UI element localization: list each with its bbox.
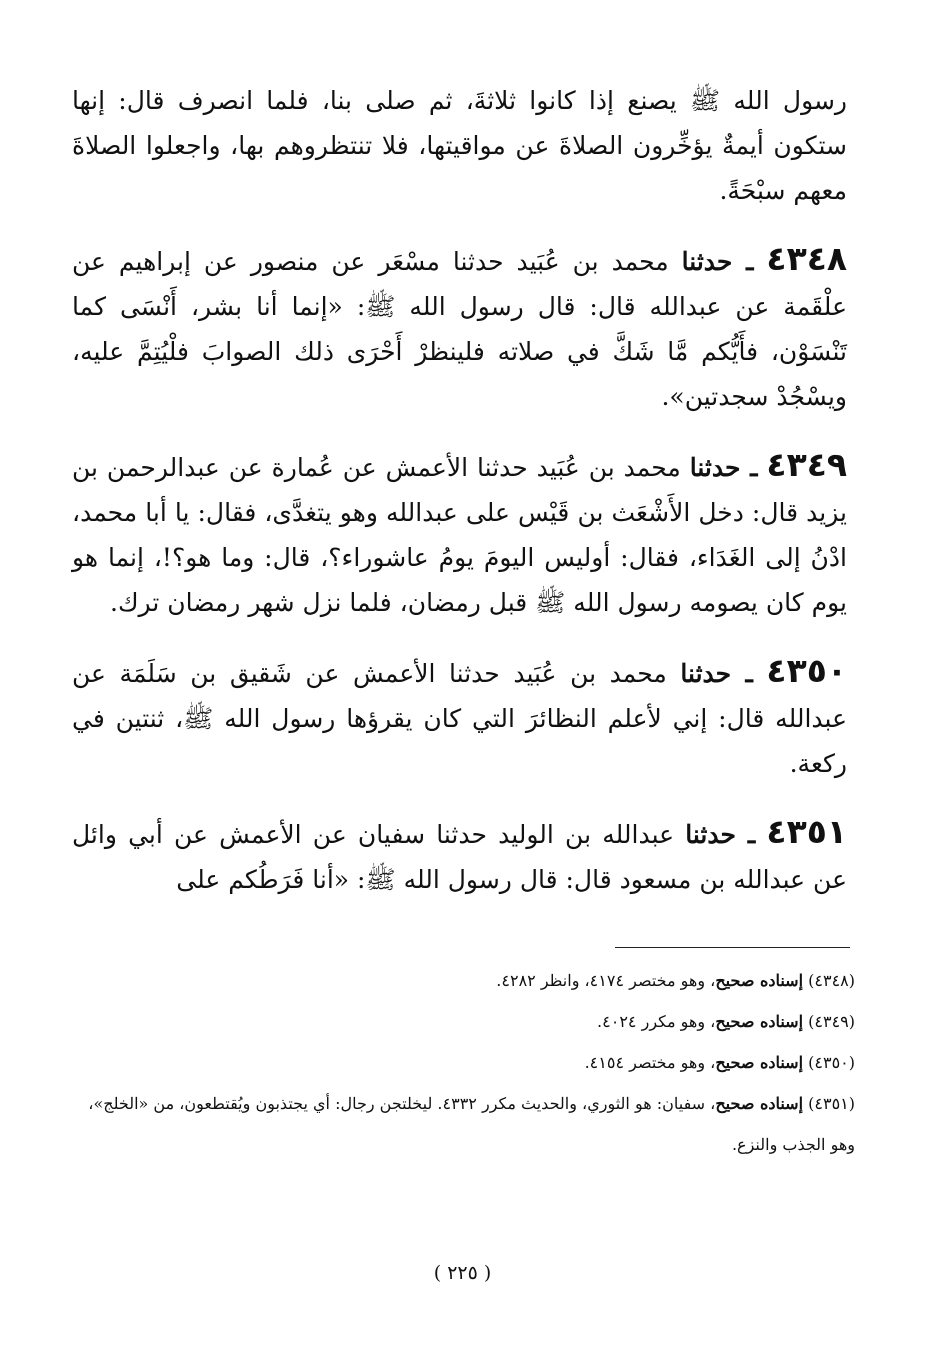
hadith-4348 — [72, 236, 847, 419]
footnote-text: ، وهو مختصر ٤١٧٤، وانظر ٤٢٨٢. — [496, 971, 716, 990]
footnote-label: إسناده صحيح — [715, 971, 804, 990]
hadith-label-text: حدثنا — [685, 820, 736, 849]
hadith-number: ٤٣٤٨ — [766, 239, 847, 278]
footnote-text: ، وهو مختصر ٤١٥٤. — [584, 1053, 716, 1072]
footnote-ref: (٤٣٥١) — [808, 1094, 855, 1113]
hadith-text: محمد بن عُبَيد حدثنا الأعمش عن شَقيق بن سَلَمَة عن عبدالله قال: إني لأعلم النظائرَ التي كان يقرؤها رسول الله ﷺ، ثنتين في ركعة. — [72, 659, 847, 778]
hadith-text: محمد بن عُبَيد حدثنا الأعمش عن عُمارة عن عبدالرحمن بن يزيد قال: دخل الأَشْعَث بن قَيْس على عبدالله وهو يتغدَّى، فقال: يا أبا محمد، ادْنُ إلى الغَدَاء، فقال: أوليس اليومَ يومُ عاشوراء؟، قال: وما هو؟!، إنما هو يوم كان يصومه رسول الله ﷺ قبل رمضان، فلما نزل شهر رمضان ترك. — [72, 453, 847, 617]
paragraph-text: رسول الله ﷺ يصنع إذا كانوا ثلاثةَ، ثم صلى بنا، فلما انصرف قال: إنها ستكون أيمةٌ يؤخِّرون الصلاةَ عن مواقيتها، فلا تنتظروهم بها، واجعلوا الصلاةَ معهم سبْحَةً. — [72, 86, 847, 205]
hadith-4351 — [72, 809, 847, 902]
hadith-text: عبدالله بن الوليد حدثنا سفيان عن الأعمش عن أبي وائل عن عبدالله بن مسعود قال: قال رسول الله ﷺ: «أنا فَرَطُكم على — [72, 820, 847, 894]
hadith-number: ٤٣٥١ — [766, 812, 847, 851]
hadith-label: ـ حدثنا — [685, 820, 756, 849]
hadith-4349 — [72, 442, 847, 625]
footnote-4349 — [65, 1001, 855, 1042]
hadith-label: ـ حدثنا — [689, 453, 758, 482]
hadith-text: محمد بن عُبَيد حدثنا مسْعَر عن منصور عن إبراهيم عن علْقَمة عن عبدالله قال: قال رسول الله ﷺ: «إنما أنا بشر، أَنْسَى كما تَنْسَوْن، فأَيُّكم مَّا شَكَّ في صلاته فلينظرْ أَحْرَى ذلك الصوابَ فلْيُتِمَّ عليه، ويسْجُدْ سجدتين». — [72, 247, 847, 411]
footnote-ref: (٤٣٤٩) — [808, 1012, 855, 1031]
main-text — [72, 78, 847, 925]
hadith-label-text: حدثنا — [681, 247, 733, 276]
footnote-text: ، سفيان: هو الثوري، والحديث مكرر ٤٣٣٢. ليخلتجن رجال: أي يجتذبون ويُقتطعون، من «الخلج»، وهو الجذب والنزع. — [88, 1094, 855, 1154]
footnote-4350 — [65, 1042, 855, 1083]
hadith-label-text: حدثنا — [680, 659, 732, 688]
page-number: ( ٢٢٥ ) — [433, 1262, 492, 1284]
footnote-label: إسناده صحيح — [715, 1094, 804, 1113]
footnotes — [65, 960, 855, 1165]
footnote-label: إسناده صحيح — [715, 1012, 804, 1031]
footnote-4348 — [65, 960, 855, 1001]
footnote-text: ، وهو مكرر ٤٠٢٤. — [597, 1012, 716, 1031]
hadith-number: ٤٣٤٩ — [766, 445, 847, 484]
hadith-4350 — [72, 648, 847, 786]
footnote-4351 — [65, 1083, 855, 1165]
footnote-ref: (٤٣٤٨) — [808, 971, 855, 990]
hadith-label: ـ حدثنا — [681, 247, 754, 276]
footnote-label: إسناده صحيح — [715, 1053, 804, 1072]
footnote-ref: (٤٣٥٠) — [808, 1053, 855, 1072]
hadith-number: ٤٣٥٠ — [766, 651, 847, 690]
hadith-label-text: حدثنا — [689, 453, 741, 482]
hadith-label: ـ حدثنا — [680, 659, 753, 688]
paragraph-continuation — [72, 78, 847, 213]
footnote-divider — [615, 947, 850, 948]
